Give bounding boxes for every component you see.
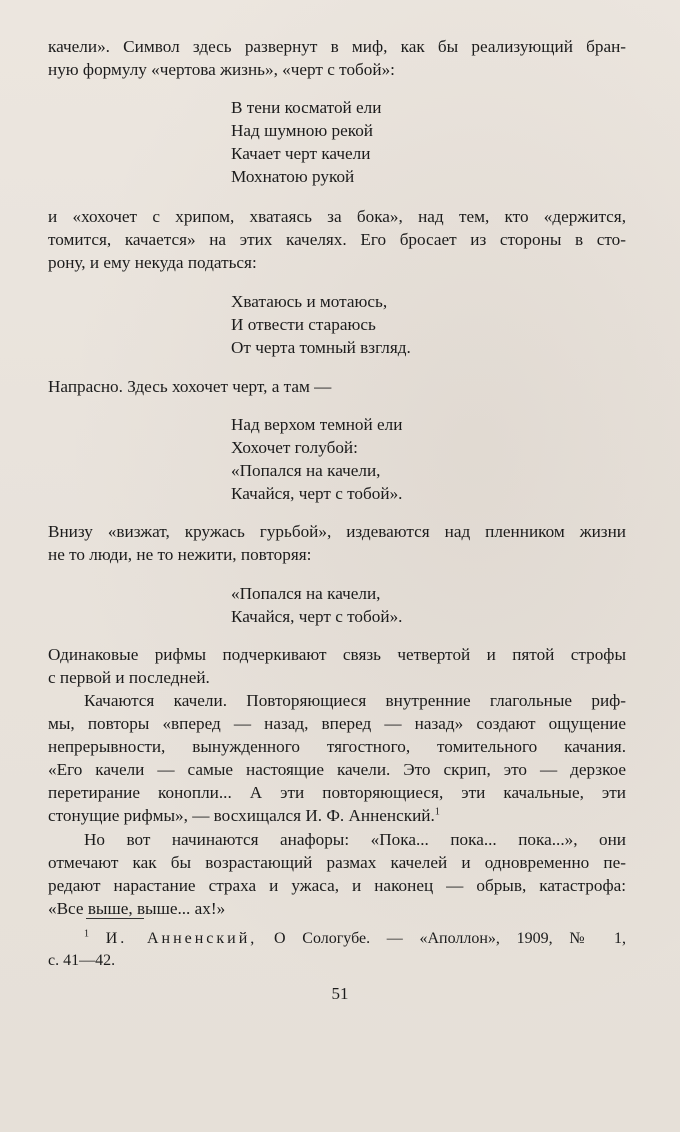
paragraph-line: перетирание конопли... А эти повторяющиеся, эти качальные, эти — [48, 783, 626, 802]
footnote-mark: 1 — [84, 928, 89, 940]
verse-line: Мохнатою рукой — [231, 167, 355, 186]
paragraph-line: «Его качели — самые настоящие качели. Это скрип, это — дерзкое — [48, 760, 626, 779]
verse-line: Качайся, черт с тобой». — [231, 607, 403, 626]
verse-line: И отвести стараюсь — [231, 315, 376, 334]
footnote-reference[interactable]: 1 — [434, 806, 440, 818]
verse-line: Качает черт качели — [231, 144, 371, 163]
footnote-divider — [86, 918, 144, 919]
paragraph-line — [48, 805, 626, 827]
verse-line: Хохочет голубой: — [231, 438, 358, 457]
footnote-title: О Сологубе. — «Аполлон», 1909, № — [274, 930, 598, 947]
footnote-pages: с. 41—42. — [48, 952, 116, 969]
paragraph-line: мы, повторы «вперед — назад, вперед — назад» создают ощущение — [48, 714, 626, 733]
verse-line: Качайся, черт с тобой». — [231, 484, 403, 503]
verse-line: От черта томный взгляд. — [231, 338, 411, 357]
footnote-line — [48, 928, 626, 949]
footnote-number: 1, — [614, 930, 627, 947]
paragraph-line: томится, качается» на этих качелях. Его бросает из стороны в сто- — [48, 230, 626, 249]
paragraph-line: Качаются качели. Повторяющиеся внутренние глагольные риф- — [84, 691, 626, 710]
verse-line: «Попался на качели, — [231, 584, 381, 603]
verse-line: Над шумною рекой — [231, 121, 373, 140]
paragraph-text: стонущие рифмы», — восхищался И. Ф. Анненский. — [48, 806, 435, 825]
paragraph-line: отмечают как бы возрастающий размах качелей и одновременно пе- — [48, 853, 626, 872]
verse-line: Хватаюсь и мотаюсь, — [231, 292, 388, 311]
paragraph-line: Напрасно. Здесь хохочет черт, а там — — [48, 377, 332, 396]
paragraph-line: Но вот начинаются анафоры: «Пока... пока... пока...», они — [84, 830, 626, 849]
paragraph-line: редают нарастание страха и ужаса, и наконец — обрыв, катастрофа: — [48, 876, 626, 895]
page-number: 51 — [331, 984, 349, 1003]
verse-line: В тени косматой ели — [231, 98, 382, 117]
paragraph-line: не то люди, не то нежити, повторяя: — [48, 545, 312, 564]
paragraph-line: ную формулу «чертова жизнь», «черт с тобой»: — [48, 60, 395, 79]
paragraph-line: Внизу «визжат, кружась гурьбой», издеваются над пленником жизни — [48, 522, 626, 541]
verse-line: «Попался на качели, — [231, 461, 381, 480]
verse-line: Над верхом темной ели — [231, 415, 403, 434]
paragraph-line: рону, и ему некуда податься: — [48, 253, 257, 272]
paragraph-line: «Все выше, выше... ах!» — [48, 899, 226, 918]
paragraph-line: непрерывности, вынужденного тягостного, томительного качания. — [48, 737, 626, 756]
paragraph-line: Одинаковые рифмы подчеркивают связь четвертой и пятой строфы — [48, 645, 626, 664]
paragraph-line: качели». Символ здесь развернут в миф, как бы реализующий бран- — [48, 37, 626, 56]
paragraph-line: и «хохочет с хрипом, хватаясь за бока», над тем, кто «держится, — [48, 207, 626, 226]
footnote-author: И. Анненский, — [105, 930, 258, 947]
paragraph-line: с первой и последней. — [48, 668, 210, 687]
